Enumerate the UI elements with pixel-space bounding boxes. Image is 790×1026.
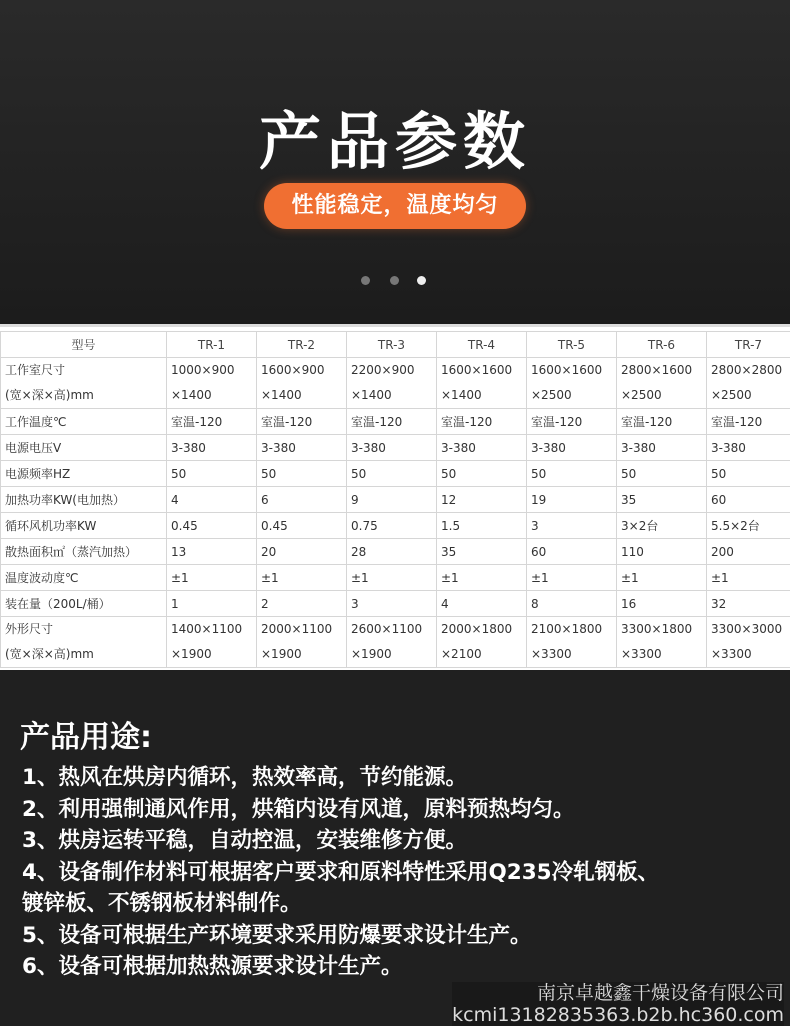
table-cell <box>167 617 257 668</box>
cell-line: ×3300 <box>531 647 572 661</box>
cell-line: ×1400 <box>171 388 212 402</box>
cell-line: ×1400 <box>441 388 482 402</box>
cell-line: 循环风机功率KW <box>5 519 97 533</box>
usage-item: 5、设备可根据生产环境要求采用防爆要求设计生产。 <box>22 922 532 948</box>
table-cell <box>437 565 527 591</box>
cell-line: 19 <box>531 492 547 507</box>
cell-line: 0.45 <box>261 518 288 533</box>
table-cell <box>347 539 437 565</box>
table-cell <box>347 461 437 487</box>
cell-line: 1600×1600 <box>441 363 513 377</box>
cell-line: 3-380 <box>531 440 566 455</box>
cell-line: 室温-120 <box>261 415 313 429</box>
cell-line: 50 <box>711 466 727 481</box>
cell-line: ±1 <box>711 570 729 585</box>
table-cell <box>167 591 257 617</box>
table-cell <box>527 435 617 461</box>
cell-line: ×1900 <box>351 647 392 661</box>
table-cell <box>707 435 790 461</box>
cell-line: 装在量（200L/桶） <box>5 597 111 611</box>
cell-line: 60 <box>531 544 547 559</box>
table-cell <box>707 565 790 591</box>
table-row <box>1 565 790 591</box>
table-cell <box>167 487 257 513</box>
cell-line: 室温-120 <box>171 415 223 429</box>
cell-line: 室温-120 <box>621 415 673 429</box>
cell-line: ×1900 <box>171 647 212 661</box>
cell-line: ×3300 <box>621 647 662 661</box>
cell-line: ×1400 <box>261 388 302 402</box>
cell-line: ±1 <box>171 570 189 585</box>
cell-line: 50 <box>171 466 187 481</box>
table-cell <box>257 565 347 591</box>
cell-line: ×1900 <box>261 647 302 661</box>
table-cell <box>617 617 707 668</box>
cell-line: (宽×深×高)mm <box>5 388 94 402</box>
cell-line: 35 <box>441 544 457 559</box>
row-label <box>1 487 167 513</box>
column-header: TR-4 <box>437 332 527 358</box>
table-cell <box>167 358 257 409</box>
table-row <box>1 487 790 513</box>
table-cell <box>617 435 707 461</box>
cell-line: 工作温度℃ <box>5 415 67 429</box>
cell-line: 室温-120 <box>351 415 403 429</box>
cell-line: ±1 <box>531 570 549 585</box>
row-label <box>1 591 167 617</box>
cell-line: 电源频率HZ <box>5 467 71 481</box>
table-cell <box>167 565 257 591</box>
table-cell <box>437 513 527 539</box>
row-label <box>1 461 167 487</box>
cell-line: ±1 <box>621 570 639 585</box>
table-cell <box>437 435 527 461</box>
cell-line: 3×2台 <box>621 519 659 533</box>
usage-item: 4、设备制作材料可根据客户要求和原料特性采用Q235冷轧钢板、 <box>22 859 660 885</box>
company-site: kcmi13182835363.b2b.hc360.com <box>452 1004 784 1026</box>
table-cell <box>257 591 347 617</box>
cell-line: 3 <box>351 596 359 611</box>
cell-line: 外形尺寸 <box>5 622 54 636</box>
cell-line: ×2500 <box>621 388 662 402</box>
table-cell <box>257 358 347 409</box>
table-cell <box>707 461 790 487</box>
table-cell <box>617 487 707 513</box>
cell-line: 3-380 <box>441 440 476 455</box>
usage-item: 6、设备可根据加热热源要求设计生产。 <box>22 954 403 979</box>
usage-title: 产品用途: <box>20 720 152 755</box>
usage-item: 1、热风在烘房内循环，热效率高，节约能源。 <box>22 765 467 790</box>
row-label <box>1 435 167 461</box>
table-row <box>1 513 790 539</box>
cell-line: 3 <box>531 518 539 533</box>
table-cell <box>167 435 257 461</box>
table-cell <box>437 409 527 435</box>
cell-line: ×2500 <box>711 388 752 402</box>
table-cell <box>527 487 617 513</box>
cell-line: 室温-120 <box>441 415 493 429</box>
table-cell <box>617 409 707 435</box>
column-header: TR-2 <box>257 332 347 358</box>
table-cell <box>167 409 257 435</box>
cell-line: 2 <box>261 596 269 611</box>
table-cell <box>617 539 707 565</box>
table-cell <box>347 435 437 461</box>
cell-line: 1600×1600 <box>531 363 603 377</box>
table-cell <box>707 358 790 409</box>
cell-line: 35 <box>621 492 637 507</box>
table-cell <box>167 513 257 539</box>
cell-line: ×1400 <box>351 388 392 402</box>
cell-line: (宽×深×高)mm <box>5 647 94 661</box>
cell-line: 2600×1100 <box>351 622 423 636</box>
table-cell <box>257 409 347 435</box>
cell-line: 50 <box>441 466 457 481</box>
table-cell <box>707 539 790 565</box>
cell-line: 9 <box>351 492 359 507</box>
cell-line: 0.45 <box>171 518 198 533</box>
column-header: TR-1 <box>167 332 257 358</box>
table-cell <box>437 617 527 668</box>
cell-line: 1 <box>171 596 179 611</box>
company-name: 南京卓越鑫干燥设备有限公司 <box>536 982 784 1004</box>
carousel-dots <box>361 276 431 286</box>
table-cell <box>437 539 527 565</box>
cell-line: 3300×1800 <box>621 622 693 636</box>
table-cell <box>257 487 347 513</box>
table-cell <box>347 617 437 668</box>
cell-line: 32 <box>711 596 727 611</box>
cell-line: 1400×1100 <box>171 622 243 636</box>
cell-line: 2800×1600 <box>621 363 693 377</box>
cell-line: ×2500 <box>531 388 572 402</box>
table-cell <box>347 487 437 513</box>
cell-line: 60 <box>711 492 727 507</box>
table-cell <box>437 358 527 409</box>
table-cell <box>707 617 790 668</box>
cell-line: 1000×900 <box>171 363 235 377</box>
table-row <box>1 539 790 565</box>
usage-item: 2、利用强制通风作用，烘箱内设有风道，原料预热均匀。 <box>22 796 575 822</box>
cell-line: 2100×1800 <box>531 622 603 636</box>
usage-section <box>0 670 790 1026</box>
cell-line: 50 <box>261 466 277 481</box>
cell-line: 16 <box>621 596 637 611</box>
cell-line: 3300×3000 <box>711 622 783 636</box>
table-row <box>1 358 790 409</box>
row-label <box>1 409 167 435</box>
table-cell <box>617 513 707 539</box>
cell-line: 12 <box>441 492 457 507</box>
table-row <box>1 617 790 668</box>
table-cell <box>527 565 617 591</box>
table-row <box>1 461 790 487</box>
table-header-row <box>1 332 790 358</box>
column-header: 型号 <box>1 332 167 358</box>
row-label <box>1 617 167 668</box>
table-row <box>1 435 790 461</box>
cell-line: 2000×1800 <box>441 622 513 636</box>
table-cell <box>257 513 347 539</box>
cell-line: 3-380 <box>711 440 746 455</box>
cell-line: 2000×1100 <box>261 622 333 636</box>
table-cell <box>617 461 707 487</box>
table-cell <box>257 539 347 565</box>
table-cell <box>617 358 707 409</box>
table-cell <box>527 591 617 617</box>
usage-item: 3、烘房运转平稳，自动控温，安装维修方便。 <box>22 828 467 853</box>
table-cell <box>437 591 527 617</box>
cell-line: 3-380 <box>261 440 296 455</box>
column-header: TR-3 <box>347 332 437 358</box>
table-cell <box>527 461 617 487</box>
table-cell <box>257 461 347 487</box>
table-cell <box>347 409 437 435</box>
cell-line: 4 <box>441 596 449 611</box>
table-row <box>1 591 790 617</box>
table-cell <box>167 461 257 487</box>
table-cell <box>347 358 437 409</box>
column-header: TR-6 <box>617 332 707 358</box>
cell-line: 3-380 <box>351 440 386 455</box>
table-cell <box>347 591 437 617</box>
cell-line: 室温-120 <box>531 415 583 429</box>
cell-line: 5.5×2台 <box>711 519 760 533</box>
cell-line: 2200×900 <box>351 363 415 377</box>
table-cell <box>527 513 617 539</box>
table-row <box>1 409 790 435</box>
cell-line: 110 <box>621 544 644 559</box>
cell-line: 0.75 <box>351 518 378 533</box>
table-cell <box>527 539 617 565</box>
cell-line: 28 <box>351 544 367 559</box>
table-cell <box>437 461 527 487</box>
carousel-dot-active[interactable] <box>417 276 426 285</box>
column-header: TR-5 <box>527 332 617 358</box>
cell-line: 200 <box>711 544 734 559</box>
cell-line: ×2100 <box>441 647 482 661</box>
table-cell <box>707 409 790 435</box>
table-cell <box>617 565 707 591</box>
cell-line: 电源电压V <box>5 441 62 455</box>
cell-line: 室温-120 <box>711 415 763 429</box>
spec-table-panel <box>0 324 790 670</box>
company-watermark <box>452 982 784 1026</box>
table-cell <box>347 565 437 591</box>
usage-item: 镀锌板、不锈钢板材料制作。 <box>22 891 302 916</box>
table-cell <box>707 487 790 513</box>
cell-line: 工作室尺寸 <box>5 363 66 377</box>
cell-line: ±1 <box>441 570 459 585</box>
cell-line: 4 <box>171 492 179 507</box>
table-cell <box>527 409 617 435</box>
cell-line: 13 <box>171 544 187 559</box>
table-cell <box>527 358 617 409</box>
row-label <box>1 539 167 565</box>
cell-line: 加热功率KW(电加热） <box>5 493 125 507</box>
cell-line: 20 <box>261 544 277 559</box>
usage-list <box>22 762 787 983</box>
cell-line: 50 <box>621 466 637 481</box>
table-cell <box>707 591 790 617</box>
row-label <box>1 565 167 591</box>
page-title: 产品参数 <box>258 105 531 178</box>
cell-line: 3-380 <box>171 440 206 455</box>
cell-line: 50 <box>531 466 547 481</box>
cell-line: 1600×900 <box>261 363 325 377</box>
cell-line: 1.5 <box>441 518 461 533</box>
cell-line: ×3300 <box>711 647 752 661</box>
table-cell <box>347 513 437 539</box>
carousel-dot[interactable] <box>390 276 399 285</box>
cell-line: 3-380 <box>621 440 656 455</box>
table-cell <box>527 617 617 668</box>
cell-line: ±1 <box>351 570 369 585</box>
column-header: TR-7 <box>707 332 790 358</box>
cell-line: 温度波动度℃ <box>5 571 79 585</box>
carousel-dot[interactable] <box>361 276 370 285</box>
table-cell <box>437 487 527 513</box>
cell-line: 2800×2800 <box>711 363 783 377</box>
cell-line: 50 <box>351 466 367 481</box>
spec-table <box>0 331 790 668</box>
table-cell <box>707 513 790 539</box>
cell-line: 8 <box>531 596 539 611</box>
table-cell <box>257 435 347 461</box>
table-cell <box>257 617 347 668</box>
hero-banner <box>0 0 790 322</box>
cell-line: 6 <box>261 492 269 507</box>
cell-line: ±1 <box>261 570 279 585</box>
row-label <box>1 513 167 539</box>
cell-line: 散热面积㎡（蒸汽加热） <box>5 545 138 559</box>
table-cell <box>617 591 707 617</box>
row-label <box>1 358 167 409</box>
feature-badge: 性能稳定，温度均匀 <box>264 183 526 229</box>
table-cell <box>167 539 257 565</box>
